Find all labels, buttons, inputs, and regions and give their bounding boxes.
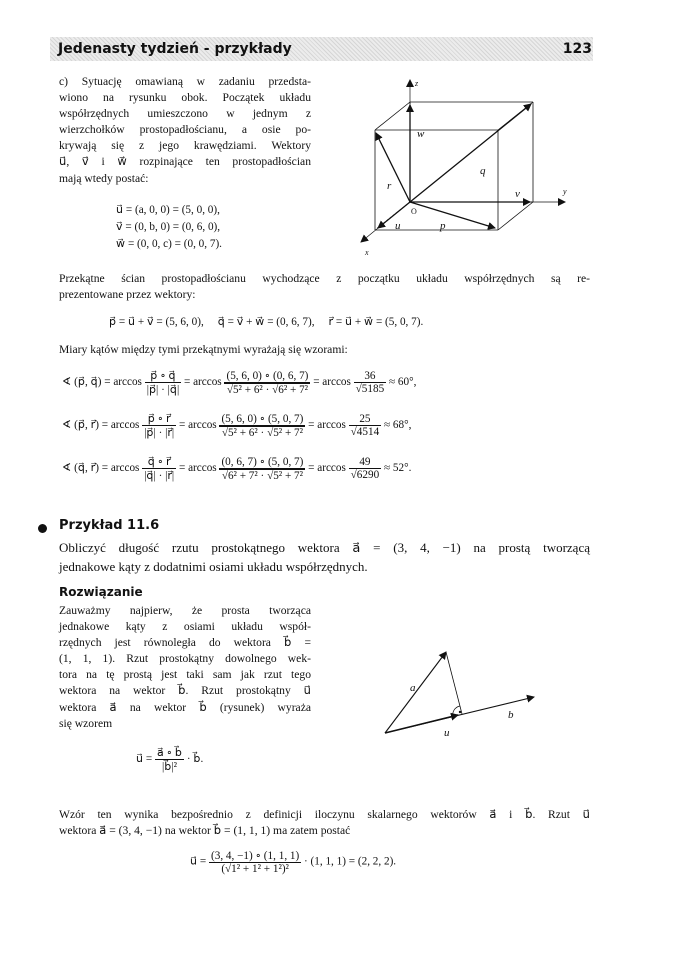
intro-line: u⃗, v⃗ i w⃗ rozpinające ten prostopadłościan: [59, 155, 311, 169]
solution-paragraph: [59, 603, 311, 732]
angle-eq: = arccos: [183, 376, 222, 389]
angle-fraction-coordinates: $\frac{(5, 6, 0) \circ (0, 6, 7)}{\text{√5² + 6² · √6² + 7²}}$: [226, 370, 309, 396]
angle-lhs: ∢ (p⃗, r⃗) = arccos: [62, 419, 140, 432]
angle-eq: = arccos: [308, 419, 346, 432]
vector-r-label: r⃗: [387, 180, 400, 192]
intro-line: współrzędnych umieszczono w jednym z: [59, 107, 311, 121]
intro-line: mają wtedy postać:: [59, 171, 149, 185]
intro-paragraph: [59, 74, 311, 187]
angles-intro: Miary kątów między tymi przekątnymi wyrażają się wzorami:: [59, 343, 348, 356]
vector-p-label: p⃗: [440, 220, 455, 232]
z-axis-label: z: [415, 79, 419, 88]
angle-eq: = arccos: [178, 462, 217, 475]
angle-fraction-coordinates: $\frac{(0, 6, 7) \circ (5, 0, 7)}{\text{√6² + 7² · √5² + 7²}}$: [221, 456, 304, 482]
angle-result: ≈ 60°,: [388, 376, 417, 389]
vector-b-label: b⃗: [508, 709, 523, 721]
running-header-title: Jedenasty tydzień - przykłady: [58, 41, 292, 57]
solution-line: rzędnych jest równoległa do wektora b⃗ =: [59, 636, 311, 650]
intro-line: c) Sytuację omawianą w zadaniu przedsta-: [59, 75, 311, 88]
intro-line: wiono na rysunku obok. Początek układu: [59, 91, 311, 105]
diagonals-paragraph: [59, 271, 590, 303]
vector-u-label: u⃗: [395, 220, 410, 232]
solution-line: Zauważmy najpierw, że prosta tworząca: [59, 604, 311, 617]
angle-eq: = arccos: [313, 376, 351, 389]
page-number: 123: [562, 41, 592, 57]
x-axis-label: x: [365, 248, 369, 257]
y-axis-label: y: [563, 187, 567, 196]
final-eq-lhs: u⃗ =: [190, 855, 207, 868]
angle-pr-row: [62, 412, 411, 439]
cuboid-diagram: [355, 72, 587, 262]
solution-line: jednakowe kąty z osiami układu współ-: [59, 620, 311, 634]
statement-line: jednakowe kąty z dodatnimi osiami układu współrzędnych.: [59, 559, 368, 574]
solution-line: wektora a⃗ na wektor b⃗ (rysunek) wyraża: [59, 700, 311, 714]
vector-a-label: a⃗: [410, 682, 425, 694]
angle-fraction-vectors: $\frac{q⃗ \circ r⃗}{|q⃗| \cdot |r⃗|}$: [144, 456, 175, 482]
angle-fraction-vectors: $\frac{p⃗ \circ q⃗}{|p⃗| \cdot |q⃗|}$: [146, 370, 180, 396]
right-angle-dot: [459, 711, 461, 713]
vector-w-definition: w⃗ = (0, 0, c) = (0, 0, 7).: [116, 238, 222, 250]
final-line: wektora a⃗ = (3, 4, −1) na wektor b⃗ = (1, 1, 1) ma zatem postać: [59, 824, 351, 838]
angle-eq: = arccos: [178, 419, 217, 432]
vector-v-definition: v⃗ = (0, b, 0) = (0, 6, 0),: [116, 221, 221, 233]
vector-u-label: u⃗: [444, 727, 459, 739]
diagonals-line: prezentowane przez wektory:: [59, 288, 196, 302]
final-line: Wzór ten wynika bezpośrednio z definicji iloczynu skalarnego wektorów a⃗ i b⃗. Rzut u⃗: [59, 808, 590, 821]
solution-line: (1, 1, 1). Rzut prostokątny dowolnego wek-: [59, 652, 311, 666]
bullet-icon: [38, 524, 47, 533]
angle-qr-row: [62, 455, 411, 482]
angle-result: ≈ 68°,: [383, 419, 412, 432]
angle-lhs: ∢ (p⃗, q⃗) = arccos: [62, 376, 142, 389]
example-title: Przykład 11.6: [59, 518, 160, 533]
formula-lhs: u⃗ =: [136, 753, 153, 766]
angle-result: ≈ 52°.: [383, 462, 412, 475]
diagonals-line: Przekątne ścian prostopadłościanu wychodzące z początku układu współrzędnych są re-: [59, 272, 590, 285]
formula-fraction: $\frac{a⃗ \circ b⃗}{\text{|b⃗|²}}$: [157, 747, 183, 773]
vector-v-label: v⃗: [515, 188, 529, 200]
diagonal-vectors-equation: p⃗ = u⃗ + v⃗ = (5, 6, 0), q⃗ = v⃗ + w⃗ = (0, 6, 7), r⃗ = u⃗ + w⃗ = (5, 0, 7).: [109, 316, 424, 328]
solution-line: się wzorem: [59, 716, 113, 730]
projection-diagram: [380, 645, 540, 745]
vector-q-label: q⃗: [480, 165, 495, 177]
solution-line: tora na tę prostą jest taki sam jak rzut tego: [59, 668, 311, 682]
angle-fraction-vectors: $\frac{p⃗ \circ r⃗}{|p⃗| \cdot |r⃗|}$: [144, 413, 175, 439]
angle-pq-row: [62, 369, 416, 396]
intro-line: wierzchołków prostopadłościanu, a osie po-: [59, 123, 311, 137]
vector-q-arrow: [410, 104, 531, 202]
final-eq-rhs: · (1, 1, 1) = (2, 2, 2).: [304, 855, 397, 868]
statement-line: Obliczyć długość rzutu prostokątnego wektora a⃗ = (3, 4, −1) na prostą tworzącą: [59, 540, 590, 555]
angle-eq: = arccos: [308, 462, 346, 475]
final-eq-fraction: $\frac{(3, 4, -1) \circ (1, 1, 1)}{\text{(√1² + 1² + 1²)²}}$: [211, 850, 300, 875]
example-statement: [59, 538, 590, 576]
projection-formula: [136, 746, 203, 773]
final-equation: [190, 849, 396, 875]
solution-line: wektora na wektor b⃗. Rzut prostokątny u⃗: [59, 684, 311, 698]
vector-w-label: w⃗: [417, 128, 433, 140]
formula-rhs: · b⃗.: [186, 753, 204, 766]
origin-label: O: [411, 207, 417, 216]
perpendicular-line: [446, 652, 462, 714]
angle-fraction-numeric: $\frac{36}{√5185}$: [355, 370, 385, 395]
vector-u-definition: u⃗ = (a, 0, 0) = (5, 0, 0),: [116, 204, 220, 216]
final-paragraph: [59, 807, 590, 839]
angle-fraction-numeric: $\frac{25}{√4514}$: [350, 413, 380, 438]
angle-fraction-coordinates: $\frac{(5, 6, 0) \circ (5, 0, 7)}{\text{√5² + 6² · √5² + 7²}}$: [221, 413, 304, 439]
angle-fraction-numeric: $\frac{49}{√6290}$: [350, 456, 380, 481]
solution-heading: Rozwiązanie: [59, 585, 143, 599]
intro-line: krywają się z jego krawędziami. Wektory: [59, 139, 311, 153]
angle-lhs: ∢ (q⃗, r⃗) = arccos: [62, 462, 140, 475]
